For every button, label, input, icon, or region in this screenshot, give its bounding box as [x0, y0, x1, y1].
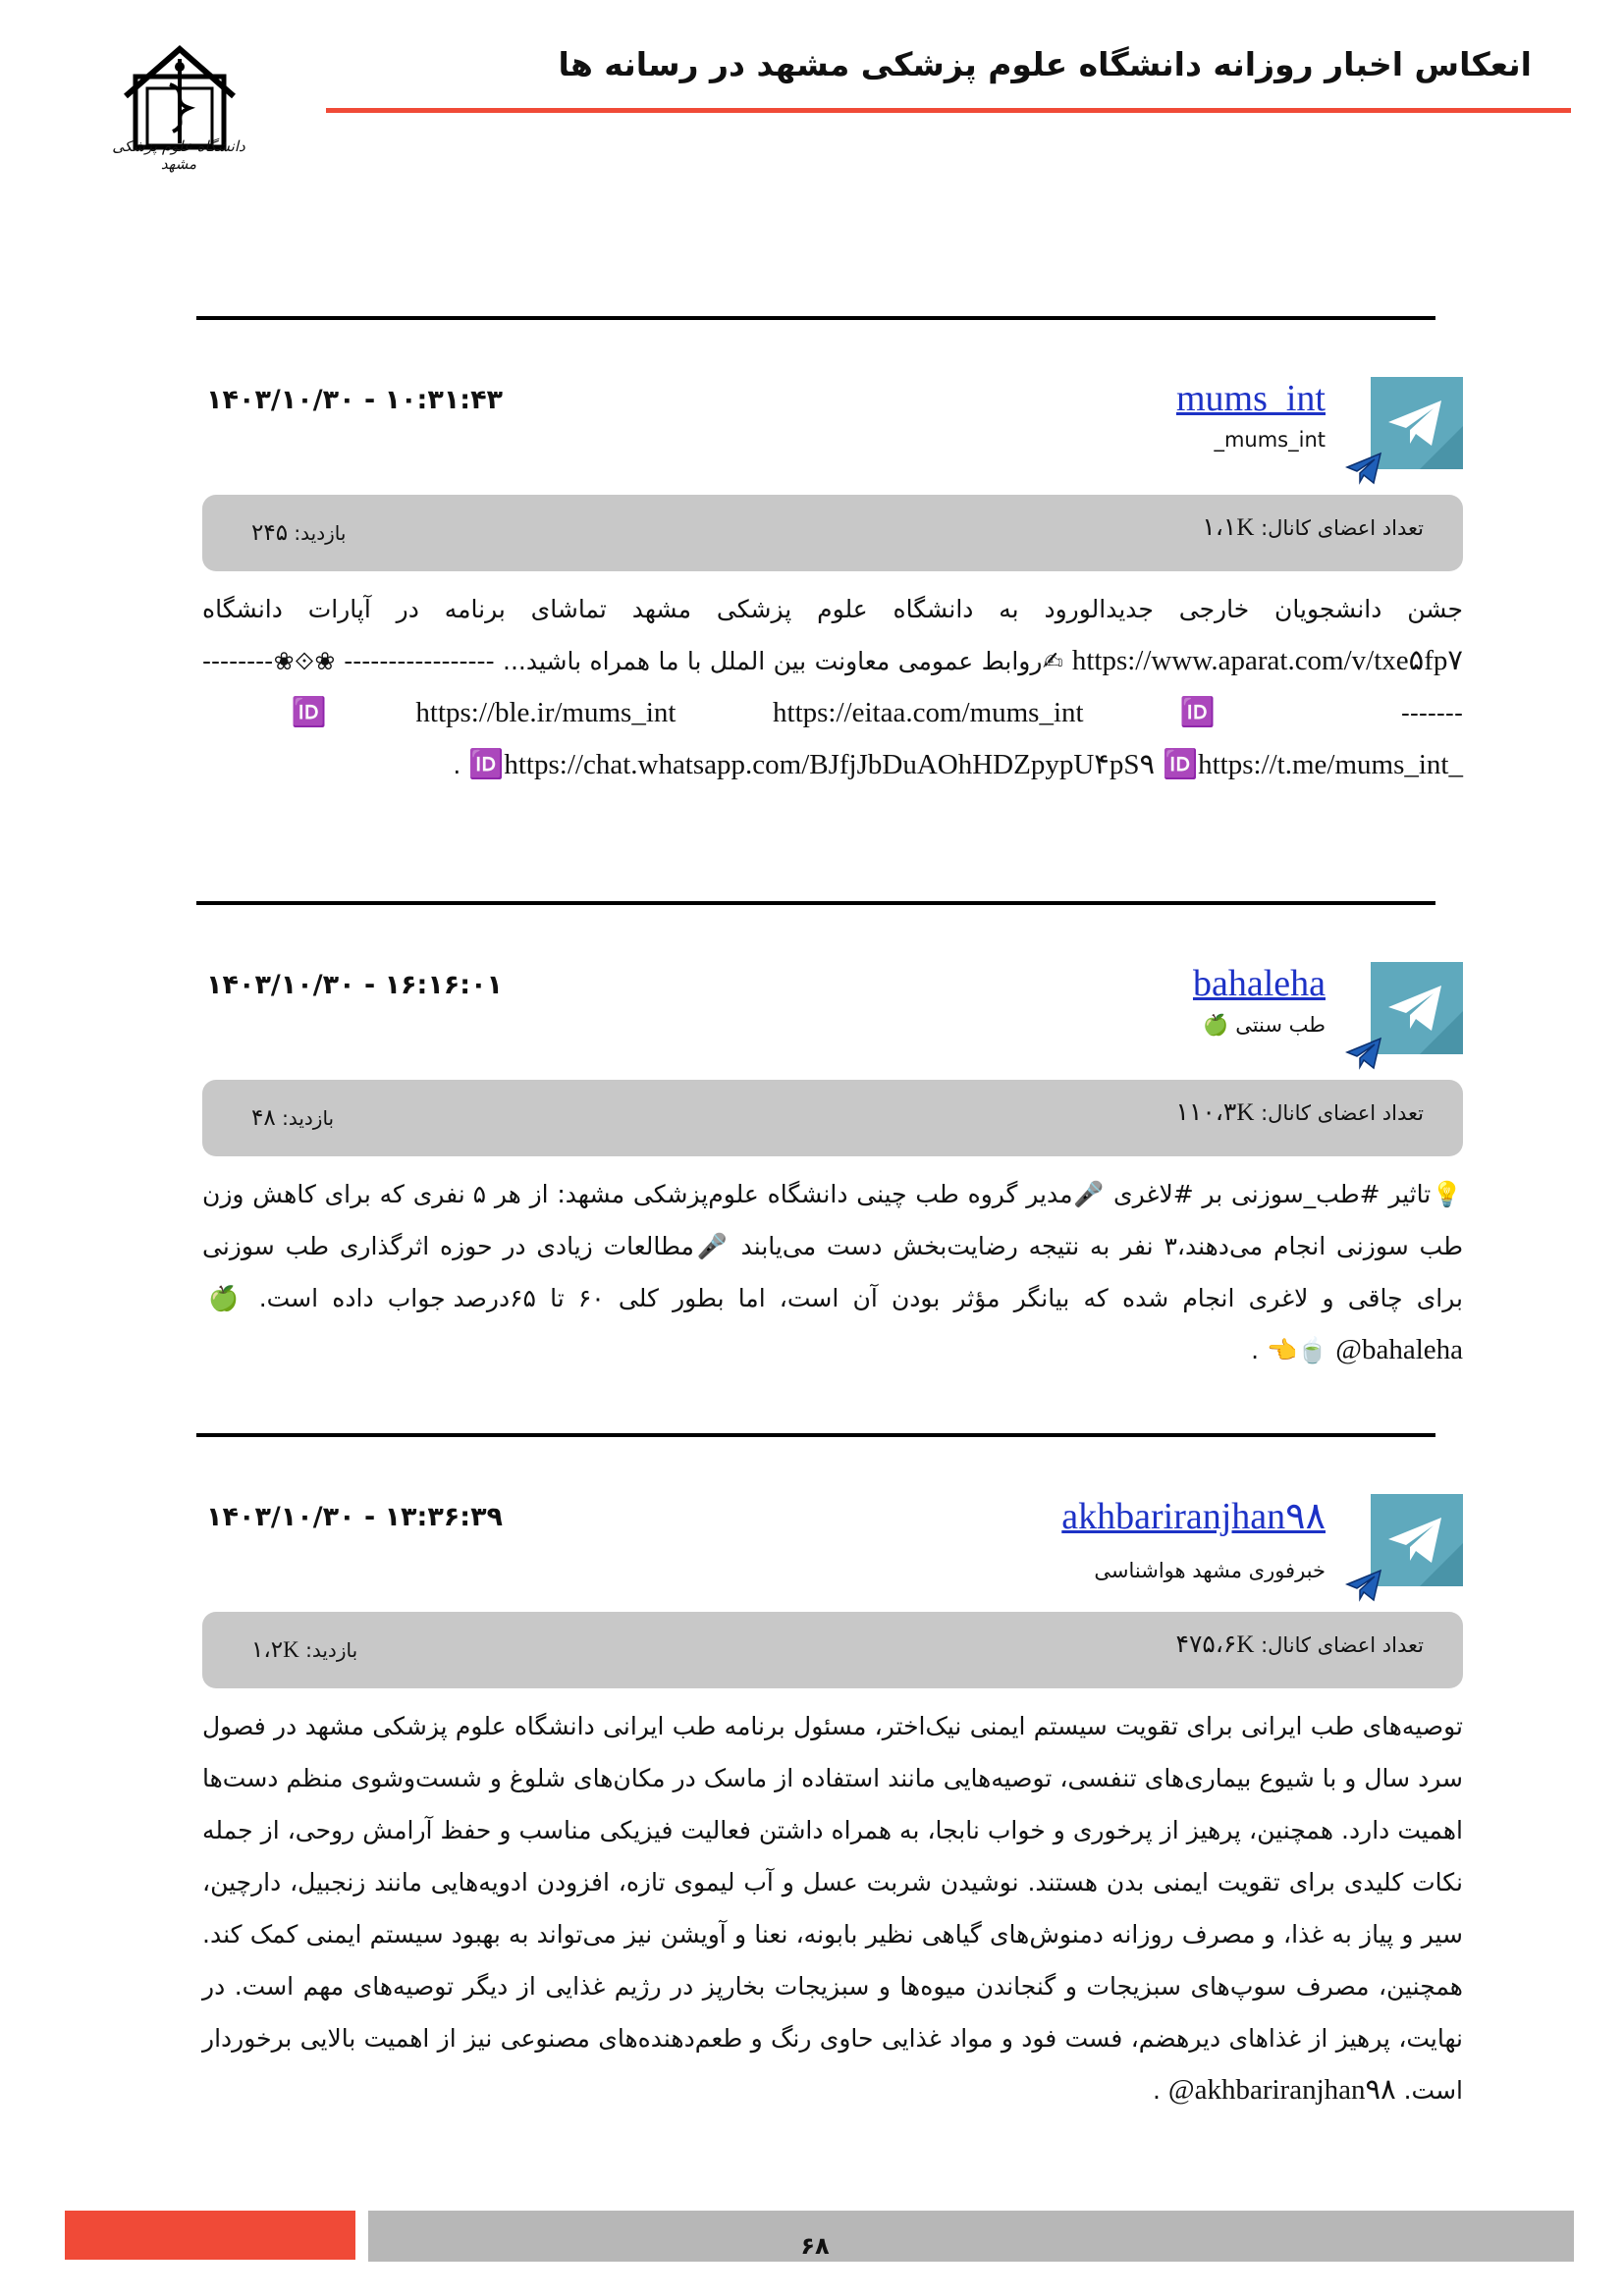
views-count: بازدید: ۲۴۵ [251, 520, 347, 545]
channel-subtitle: طب سنتی 🍏 [1203, 1013, 1326, 1037]
post-divider [196, 1433, 1435, 1437]
channel-name-link[interactable]: bahaleha [1192, 963, 1326, 1004]
stats-bar [202, 1080, 1463, 1156]
post-divider [196, 316, 1435, 320]
views-count: بازدید: ۴۸ [251, 1105, 335, 1130]
whatsapp-link[interactable]: 🆔https://chat.whatsapp.com/BJfjJbDuAOhHDZpypU۴pS۹ [468, 749, 1156, 780]
channel-handle: @bahaleha [1335, 1334, 1463, 1365]
telegram-icon [1371, 1494, 1463, 1586]
header-divider [326, 108, 1571, 113]
members-count: تعداد اعضای کانال: ۱،۱K [1202, 514, 1424, 541]
post-card [196, 962, 1464, 1365]
telegram-small-icon [1345, 1569, 1382, 1602]
stats-bar [202, 495, 1463, 571]
footer-accent-bar [65, 2211, 355, 2260]
logo-caption: دانشگاه علوم پزشکی مشهد [112, 137, 245, 173]
bale-link[interactable]: 🆔https://ble.ir/mums_int [202, 697, 677, 728]
post-body: توصیه‌های طب ایرانی برای تقویت سیستم ایمنی نیک‌اختر، مسئول برنامه طب ایرانی دانشگاه علوم پزشکی مشهد در فصول سرد سال و با شیوع بیماری‌های تنفسی، توصیه‌هایی مانند استفاده از ماسک در مکان‌های شلوغ و شست‌وشوی منظم دست‌ها اهمیت دارد. همچنین، پرهیز از پرخوری و خواب نابجا، به همراه داشتن فعالیت فیزیکی مناسب و حفظ آرامش روحی، از جمله نکات کلیدی برای تقویت ایمنی بدن هستند. نوشیدن شربت عسل و آب لیموی تازه، افزودن ادویه‌هایی مانند زنجبیل، دارچین، سیر و پیاز به غذا، و مصرف روزانه دمنوش‌های گیاهی نظیر بابونه، نعنا و آویشن نیز می‌تواند به بهبود سیستم ایمنی کمک کند. همچنین، مصرف سوپ‌های سبزیجات و گنجاندن میوه‌ها و سبزیجات بخارپز در رژیم غذایی از دیگر توصیه‌های مهم است. در نهایت، پرهیز از غذاهای دیرهضم، فست فود و مواد غذایی حاوی رنگ و طعم‌دهنده‌های مصنوعی نیز از اهمیت بالایی برخوردار است. @akhbariranjhan۹۸ . [202, 1712, 1463, 2106]
post-divider [196, 901, 1435, 905]
page-number: ۶۸ [800, 2232, 830, 2260]
post-body: جشن دانشجویان خارجی جدیدالورود به دانشگاه علوم پزشکی مشهد تماشای برنامه در آپارات دانشگاه https://www.aparat.com/v/txe۵fp۷ ✍روابط عمومی معاونت بین الملل با ما همراه باشید... ----------------- ❀⟐❀--------------- 🆔https://ble.ir/mums_int https://eitaa.com/mums_int 🆔 🆔https://chat.whatsapp.com/BJfjJbDuAOhHDZpypU۴pS۹ 🆔https://t.me/mums_int_ . [202, 595, 1463, 780]
channel-name-link[interactable]: mums_int [1175, 378, 1326, 419]
stats-bar [202, 1612, 1463, 1688]
telegram-icon [1371, 962, 1463, 1054]
footer-bar [368, 2211, 1574, 2262]
channel-subtitle: mums_int_ [1214, 428, 1326, 452]
telegram-small-icon [1345, 1037, 1382, 1070]
telegram-small-icon [1345, 452, 1382, 485]
members-count: تعداد اعضای کانال: ۴۷۵،۶K [1175, 1631, 1424, 1658]
page-header-title: انعکاس اخبار روزانه دانشگاه علوم پزشکی مشهد در رسانه ها [558, 45, 1532, 83]
post-datetime: ۱۴۰۳/۱۰/۳۰ - ۱۰:۳۱:۴۳ [206, 385, 504, 415]
aparat-link[interactable]: https://www.aparat.com/v/txe۵fp۷ [1071, 645, 1463, 676]
telegram-link[interactable]: 🆔https://t.me/mums_int_ [1163, 749, 1463, 780]
telegram-icon [1371, 377, 1463, 469]
post-card [196, 377, 1463, 789]
post-datetime: ۱۴۰۳/۱۰/۳۰ - ۱۶:۱۶:۰۱ [206, 970, 504, 1000]
post-datetime: ۱۴۰۳/۱۰/۳۰ - ۱۳:۳۶:۳۹ [206, 1502, 504, 1532]
views-count: بازدید: ۱،۲K [251, 1637, 358, 1662]
post-body: 💡تاثیر #طب_سوزنی بر #لاغری 🎤مدیر گروه طب چینی دانشگاه علوم‌پزشکی مشهد: از هر ۵ نفری که برای کاهش وزن طب سوزنی انجام می‌دهند،۳ نفر به نتیجه رضایت‌بخش دست می‌یابند 🎤مطالعات زیادی در حوزه اثرگذاری طب سوزنی برای چاقی و لاغری انجام شده که بیانگر مؤثر بودن آن است، اما بطور کلی ۶۰ تا ۶۵درصد جواب داده است. 🍏 @bahaleha 🍵👈 . [202, 1180, 1464, 1365]
eitaa-link[interactable]: https://eitaa.com/mums_int 🆔 [773, 697, 1305, 728]
channel-subtitle: خبرفوری مشهد هواشناسی [1094, 1559, 1326, 1582]
members-count: تعداد اعضای کانال: ۱۱۰،۳K [1175, 1099, 1424, 1126]
channel-handle: @akhbariranjhan۹۸ [1167, 2074, 1396, 2106]
channel-name-link[interactable]: akhbariranjhan۹۸ [1061, 1496, 1326, 1537]
post-card [196, 1494, 1463, 2106]
